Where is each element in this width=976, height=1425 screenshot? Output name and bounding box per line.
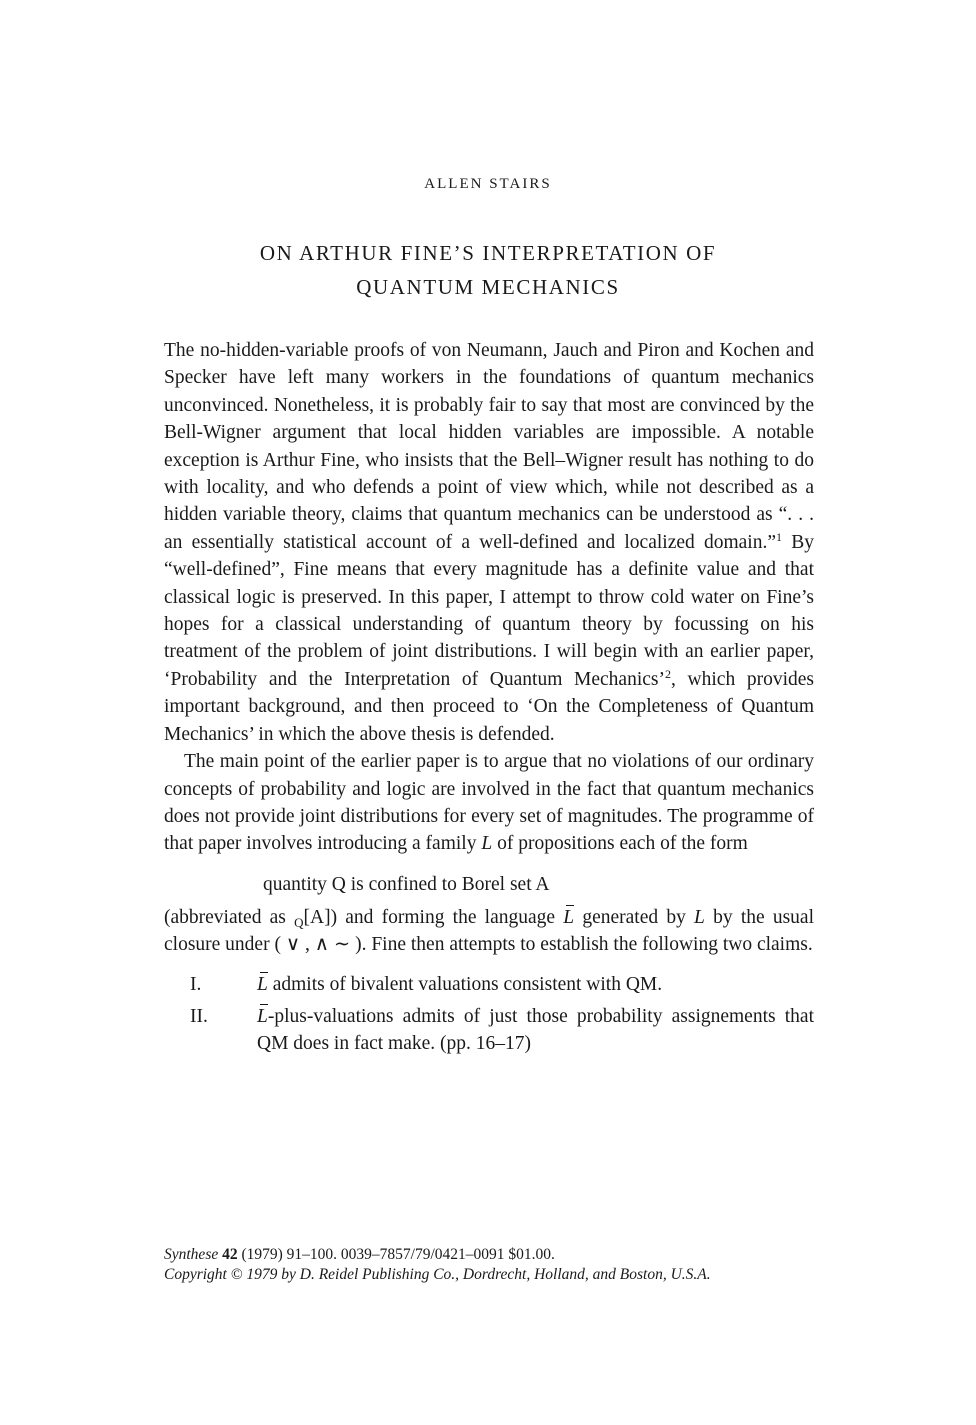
claims-list	[164, 971, 814, 1058]
symbol-L: L	[694, 906, 705, 928]
paragraph-1-text-a: The no-hidden-variable proofs of von Neumann, Jauch and Piron and Kochen and Specker have left many workers in the foundations of quantum mechanics unconvinced. Nonetheless, it is probably fair to say that most are convinced by the Bell-Wigner argument that local hidden variables are impossible. A notable exception is Arthur Fine, who insists that the Bell–Wigner result has nothing to do with locality, and who defends a point of view which, while not described as a hidden variable theory, claims that quantum mechanics can be understood as “. . . an essentially statistical account of a well-defined and localized domain.”	[164, 340, 814, 553]
symbol-L-bar: L	[563, 904, 574, 931]
footnote-marker-2: 2	[665, 666, 671, 681]
claim-text	[257, 1003, 814, 1058]
claim-item	[164, 971, 814, 998]
title-line-2: QUANTUM MECHANICS	[356, 275, 620, 299]
article-title	[0, 236, 976, 304]
symbol-L-bar: L	[257, 971, 268, 998]
citation-details: (1979) 91–100. 0039–7857/79/0421–0091 $01.00.	[237, 1246, 555, 1263]
paragraph-3-text-a: (abbreviated as	[164, 906, 295, 928]
claim-item	[164, 1003, 814, 1058]
paragraph-1	[164, 337, 814, 748]
title-line-1: ON ARTHUR FINE’S INTERPRETATION OF	[259, 241, 717, 265]
symbol-L-bar: L	[257, 1003, 268, 1030]
claim-text	[257, 971, 814, 998]
article-body	[164, 337, 814, 1063]
copyright-line: Copyright © 1979 by D. Reidel Publishing Co., Dordrecht, Holland, and Boston, U.S.A.	[164, 1266, 711, 1283]
claim-body: admits of bivalent valuations consistent with QM.	[267, 973, 663, 995]
symbol-L: L	[481, 833, 493, 855]
paragraph-2-text-a: The main point of the earlier paper is to argue that no violations of our ordinary concepts of probability and logic are involved in the fact that quantum mechanics does not provide joint distributions for every set of magnitudes. The programme of that paper involves introducing a family	[164, 751, 814, 855]
claim-number: I.	[190, 973, 202, 995]
footer	[164, 1245, 824, 1285]
paragraph-1-text-c: , which provides important background, and then proceed to ‘On the Completeness of Quantum Mechanics’ in which the above thesis is defended.	[164, 668, 815, 745]
footnote-marker-1: 1	[776, 529, 782, 544]
paragraph-3-text-b: [A]) and forming the language	[303, 906, 564, 928]
subscript-Q: Q	[294, 914, 304, 930]
author-name: ALLEN STAIRS	[424, 176, 552, 192]
paragraph-2	[164, 748, 814, 858]
claim-number: II.	[190, 1005, 208, 1027]
paragraph-3-text-c: generated by	[574, 906, 695, 928]
journal-name: Synthese	[164, 1246, 219, 1263]
paragraph-3	[164, 904, 814, 959]
citation-line	[164, 1245, 824, 1265]
paragraph-1-text-b: By “well-defined”, Fine means that every magnitude has a definite value and that classical logic is preserved. In this paper, I attempt to throw cold water on Fine’s hopes for a classical understanding of quantum theory by focussing on his treatment of the problem of joint distributions. I will begin with an earlier paper, ‘Probability and the Interpretation of Quantum Mechanics’	[164, 531, 814, 690]
paragraph-2-text-b: of propositions each of the form	[492, 833, 748, 855]
display-proposition: quantity Q is confined to Borel set A	[263, 873, 550, 895]
paragraph-3-text-d: by the usual closure under ( ∨ , ∧ ∼ ). Fine then attempts to establish the following two claims.	[164, 906, 815, 956]
journal-volume: 42	[222, 1246, 238, 1263]
claim-body: -plus-valuations admits of just those probability assignements that QM does in fact make. (pp. 16–17)	[257, 1005, 814, 1055]
